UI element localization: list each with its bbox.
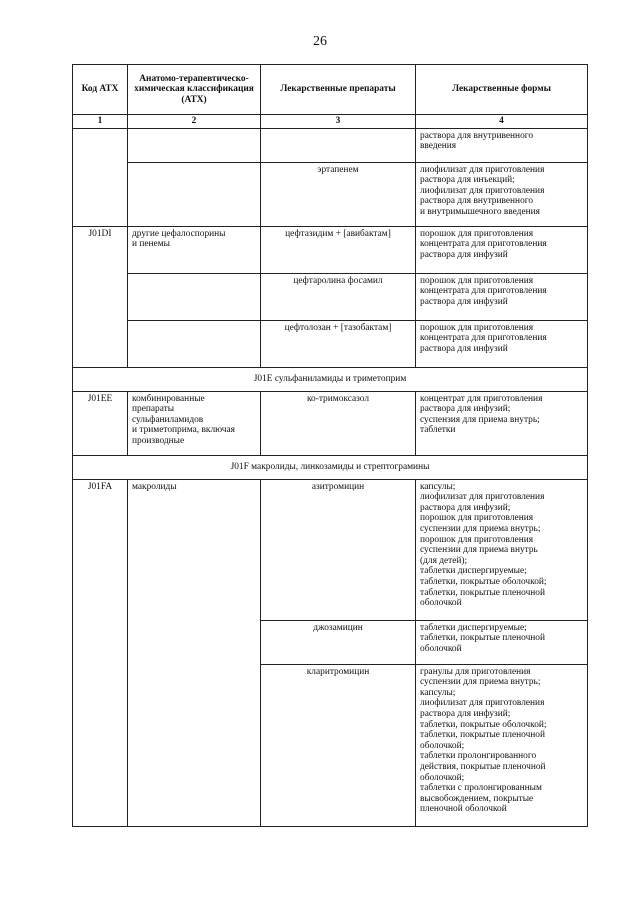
page-number: 26: [313, 34, 327, 49]
group-row: [73, 367, 588, 391]
table-row: [73, 391, 588, 455]
drug-cell: [261, 128, 416, 162]
drug-name: цефтазидим + [авибактам]: [261, 226, 416, 273]
column-number: 4: [416, 115, 588, 129]
classification-cell: [128, 620, 261, 664]
atc-code-cell: [73, 273, 128, 320]
drug-name: эртапенем: [261, 162, 416, 226]
table-row: [73, 664, 588, 826]
dosage-form-cell: таблетки диспергируемые; таблетки, покрытые пленочной оболочкой: [416, 620, 588, 664]
atc-code-cell: [73, 128, 128, 162]
table-row: [73, 320, 588, 367]
atc-code: J01EE: [73, 391, 128, 455]
dosage-form-cell: капсулы; лиофилизат для приготовления раствора для инфузий; порошок для приготовления суспензии для приема внутрь; порошок для приготовления суспензии для приема внутрь (для детей); таблетки диспергируемые; таблетки, покрытые оболочкой; таблетки, покрытые пленочной оболочкой: [416, 479, 588, 620]
header-code: Код АТХ: [73, 65, 128, 115]
column-number: 2: [128, 115, 261, 129]
column-number: 3: [261, 115, 416, 129]
dosage-form-cell: концентрат для приготовления раствора для инфузий; суспензия для приема внутрь; таблетки: [416, 391, 588, 455]
drug-name: джозамицин: [261, 620, 416, 664]
atc-code-cell: [73, 320, 128, 367]
classification-cell: [128, 273, 261, 320]
drug-name: цефтаролина фосамил: [261, 273, 416, 320]
dosage-form-cell: порошок для приготовления концентрата для приготовления раствора для инфузий: [416, 320, 588, 367]
table-row: [73, 162, 588, 226]
drug-name: кларитромицин: [261, 664, 416, 826]
classification-name: комбинированные препараты сульфаниламидов и триметоприма, включая производные: [128, 391, 261, 455]
drug-name: ко-тримоксазол: [261, 391, 416, 455]
classification-cell: [128, 128, 261, 162]
classification-cell: [128, 162, 261, 226]
table-row: [73, 479, 588, 620]
drug-name: азитромицин: [261, 479, 416, 620]
column-number-row: [73, 115, 588, 129]
atc-code-cell: [73, 664, 128, 826]
atc-code: J01FA: [73, 479, 128, 620]
header-row: [73, 65, 588, 115]
dosage-form-cell: гранулы для приготовления суспензии для приема внутрь; капсулы; лиофилизат для приготовления раствора для инфузий; таблетки, покрытые оболочкой; таблетки, покрытые пленочной оболочкой; таблетки пролонгированного действия, покрытые пленочной оболочкой; таблетки с пролонгированным высвобождением, покрытые пленочной оболочкой: [416, 664, 588, 826]
group-heading: J01E сульфаниламиды и триметоприм: [73, 367, 588, 391]
dosage-form-cell: порошок для приготовления концентрата для приготовления раствора для инфузий: [416, 273, 588, 320]
classification-name: другие цефалоспорины и пенемы: [128, 226, 261, 273]
atc-code: J01DI: [73, 226, 128, 273]
group-heading: J01F макролиды, линкозамиды и стрептограмины: [73, 455, 588, 479]
classification-cell: [128, 320, 261, 367]
atc-code-cell: [73, 620, 128, 664]
atc-table: [72, 64, 588, 827]
dosage-form-cell: порошок для приготовления концентрата для приготовления раствора для инфузий: [416, 226, 588, 273]
column-number: 1: [73, 115, 128, 129]
header-drugs: Лекарственные препараты: [261, 65, 416, 115]
dosage-form-cell: раствора для внутривенного введения: [416, 128, 588, 162]
header-forms: Лекарственные формы: [416, 65, 588, 115]
table-row: [73, 226, 588, 273]
classification-name: макролиды: [128, 479, 261, 620]
group-row: [73, 455, 588, 479]
table-row: [73, 620, 588, 664]
drug-name: цефтолозан + [тазобактам]: [261, 320, 416, 367]
dosage-form-cell: лиофилизат для приготовления раствора для инъекций; лиофилизат для приготовления раствора для внутривенного и внутримышечного введения: [416, 162, 588, 226]
classification-cell: [128, 664, 261, 826]
table-row: [73, 128, 588, 162]
atc-code-cell: [73, 162, 128, 226]
table-row: [73, 273, 588, 320]
header-classification: Анатомо-терапевтическо-химическая классификация (АТХ): [128, 65, 261, 115]
